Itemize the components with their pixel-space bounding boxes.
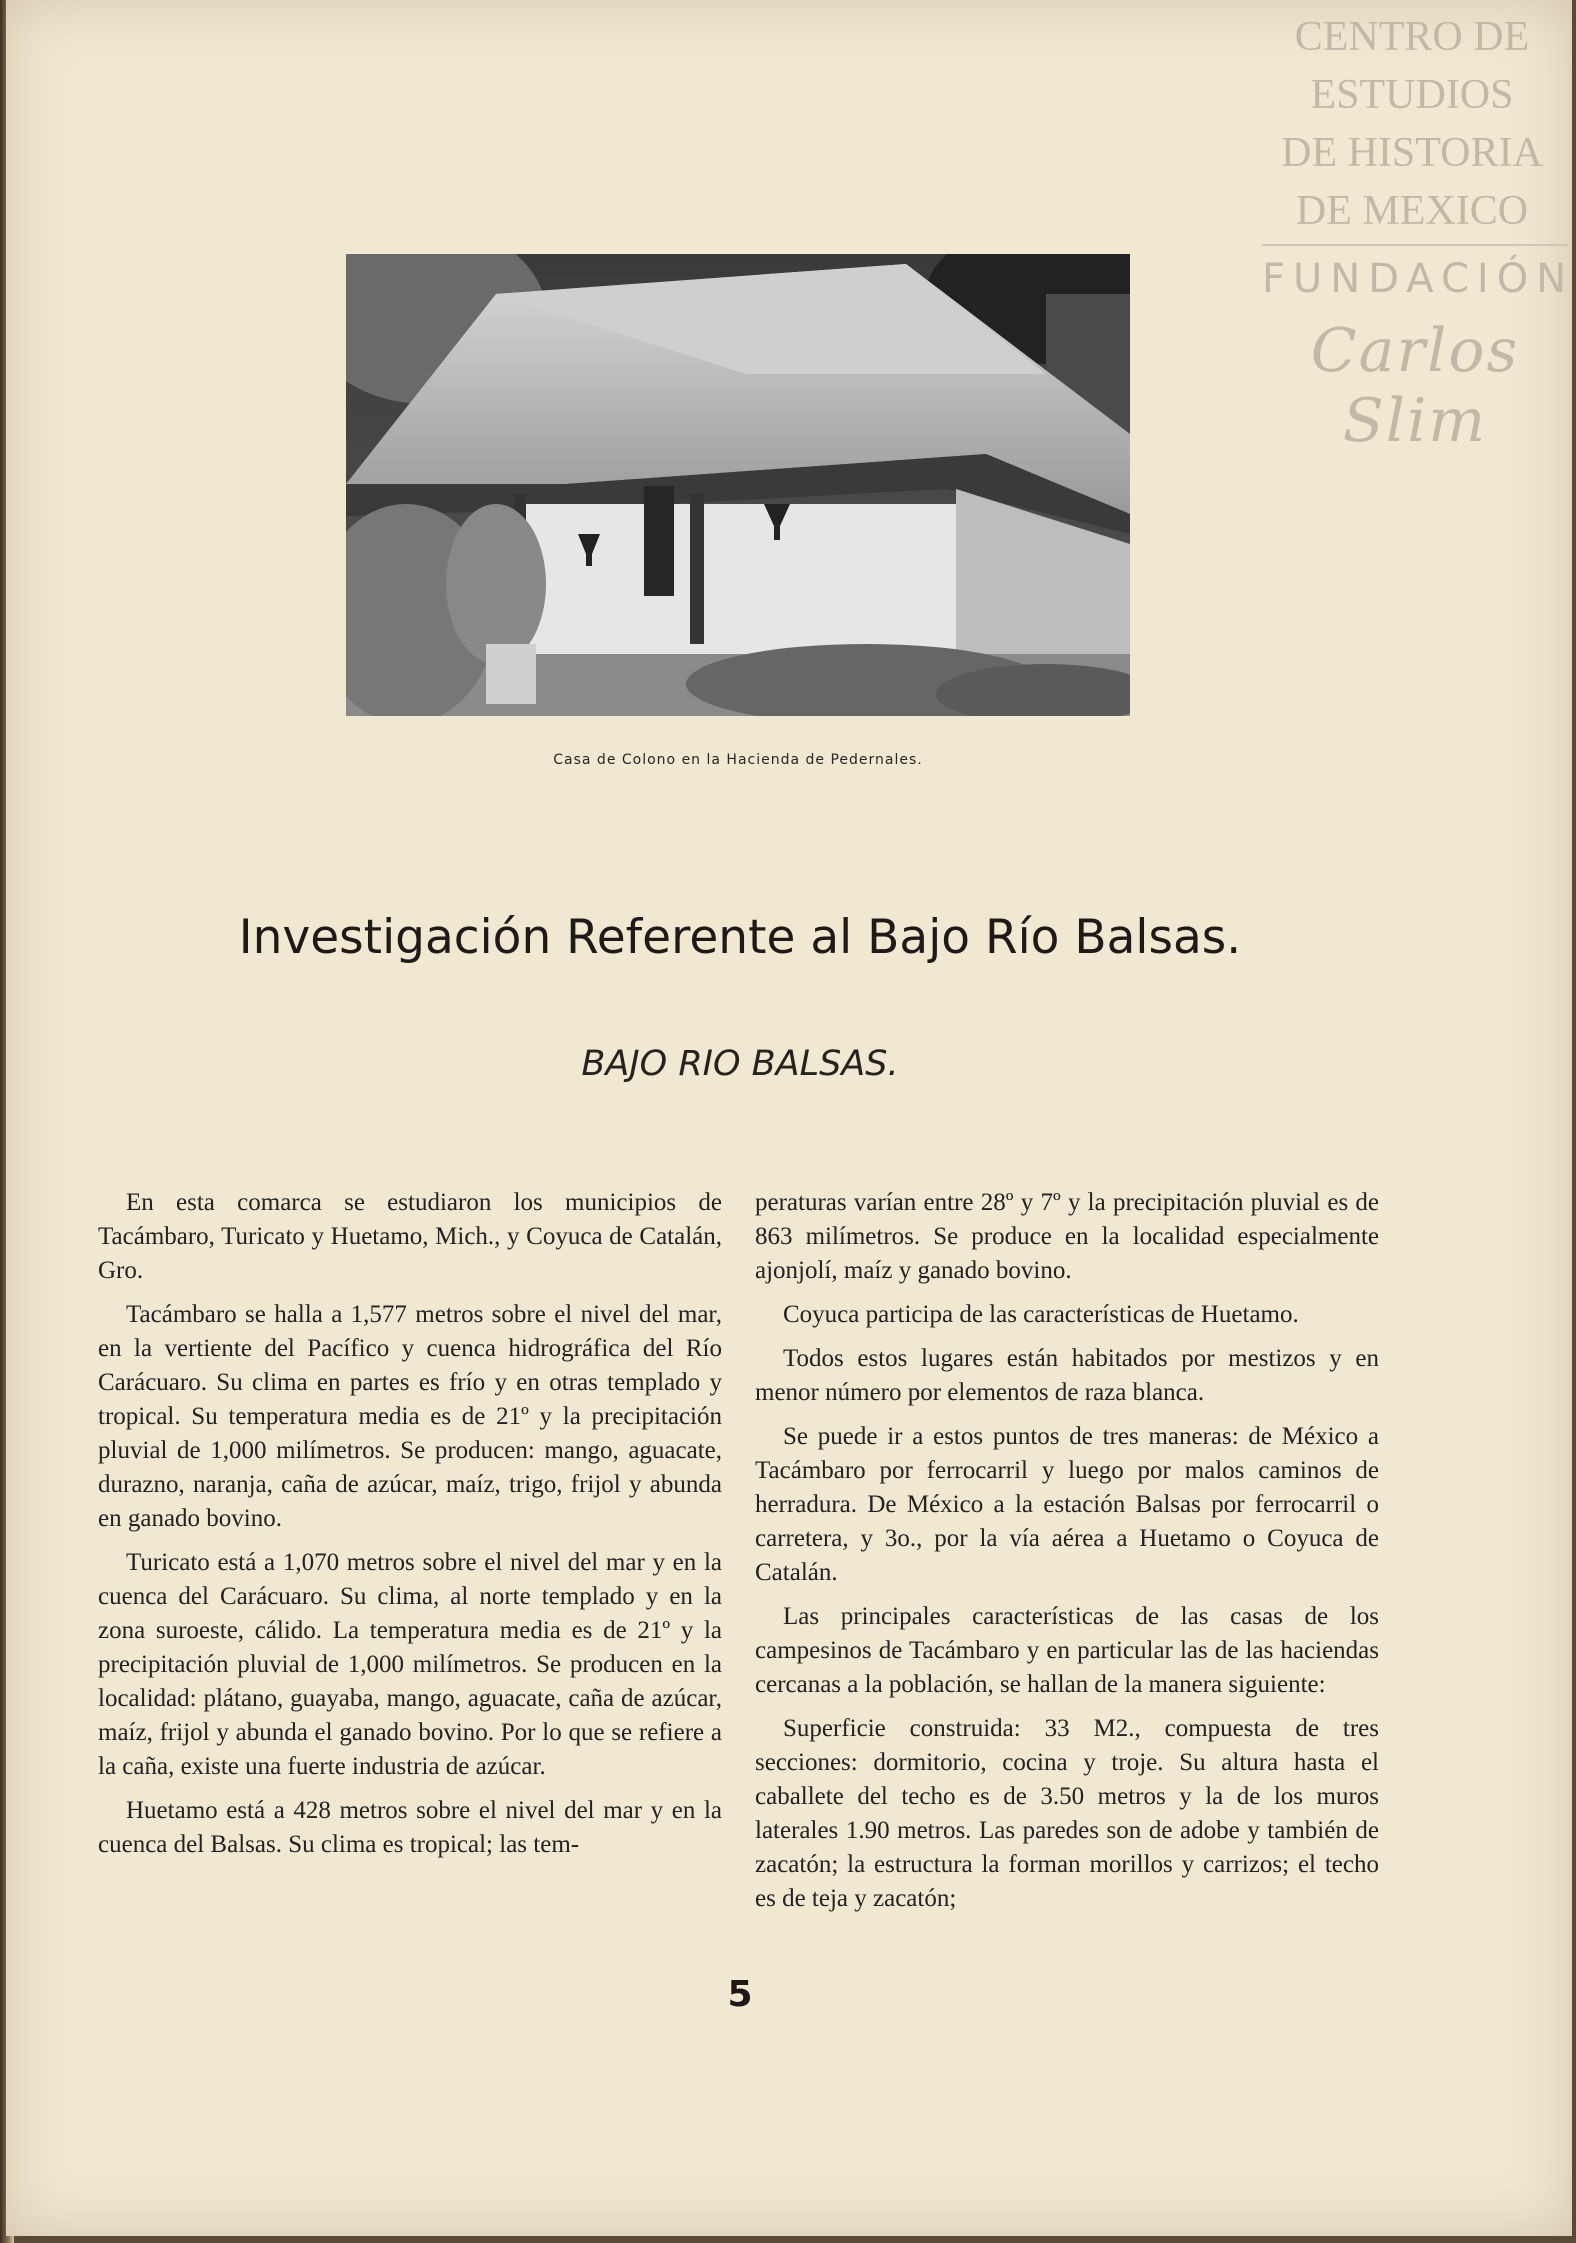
paragraph: Turicato está a 1,070 metros sobre el nivel del mar y en la cuenca del Carácuaro. Su clima, al norte templado y en la zona suroeste, cálido. La temperatura media es de 21º y la precipitación pluvial de 1,000 milímetros. Se producen en la localidad: plátano, guayaba, mango, aguacate, caña de azúcar, maíz, frijol y abunda el ganado bovino. Por lo que se refiere a la caña, existe una fuerte industria de azúcar.	[98, 1549, 722, 1780]
article-subtitle: BAJO RIO BALSAS.	[581, 1044, 899, 1084]
photo-caption: Casa de Colono en la Hacienda de Pedernales.	[553, 752, 923, 768]
watermark-fundacion: FUNDACIÓN	[1262, 256, 1575, 302]
watermark	[1262, 8, 1562, 240]
watermark-divider	[1262, 244, 1568, 246]
page-number: 5	[727, 1974, 753, 2015]
paragraph: Las principales características de las casas de los campesinos de Tacámbaro y en particular las de las haciendas cercanas a la población, se hallan de la manera siguiente:	[755, 1603, 1379, 1698]
house-photo-illustration	[346, 254, 1130, 716]
watermark-line: DE HISTORIA	[1281, 130, 1543, 176]
paragraph: Todos estos lugares están habitados por mestizos y en menor número por elementos de raza blanca.	[755, 1345, 1379, 1406]
watermark-signature: Carlos Slim	[1310, 316, 1520, 456]
paragraph: Superficie construida: 33 M2., compuesta de tres secciones: dormitorio, cocina y troje. Su altura hasta el caballete del techo es de 3.50 metros y la de los muros laterales 1.90 metros. Las paredes son de adobe y también de zacatón; la estructura la forman morillos y carrizos; el techo es de teja y zacatón;	[755, 1715, 1379, 1912]
paragraph: En esta comarca se estudiaron los municipios de Tacámbaro, Turicato y Huetamo, Mich., y Coyuca de Catalán, Gro.	[98, 1189, 722, 1284]
paragraph: peraturas varían entre 28º y 7º y la precipitación pluvial es de 863 milímetros. Se produce en la localidad especialmente ajonjolí, maíz y ganado bovino.	[755, 1189, 1379, 1284]
paragraph: Huetamo está a 428 metros sobre el nivel del mar y en la cuenca del Balsas. Su clima es tropical; las tem-	[98, 1797, 722, 1858]
watermark-line: DE MEXICO	[1295, 188, 1529, 234]
paragraph: Se puede ir a estos puntos de tres maneras: de México a Tacámbaro por ferrocarril y luego por malos caminos de herradura. De México a la estación Balsas por ferrocarril o carretera, y 3o., por la vía aérea a Huetamo o Coyuca de Catalán.	[755, 1423, 1379, 1586]
watermark-line: ESTUDIOS	[1310, 72, 1514, 118]
article-title: Investigación Referente al Bajo Río Balsas.	[238, 910, 1242, 965]
left-column	[98, 1186, 722, 1872]
paragraph: Coyuca participa de las características de Huetamo.	[783, 1301, 1299, 1328]
house-photo	[346, 254, 1130, 716]
watermark-line: CENTRO DE	[1294, 14, 1530, 60]
right-column	[755, 1186, 1379, 1926]
paragraph: Tacámbaro se halla a 1,577 metros sobre el nivel del mar, en la vertiente del Pacífico y cuenca hidrográfica del Río Carácuaro. Su clima en partes es frío y en otras templado y tropical. Su temperatura media es de 21º y la precipitación pluvial de 1,000 milímetros. Se producen: mango, aguacate, durazno, naranja, caña de azúcar, maíz, trigo, frijol y abunda en ganado bovino.	[98, 1301, 722, 1532]
